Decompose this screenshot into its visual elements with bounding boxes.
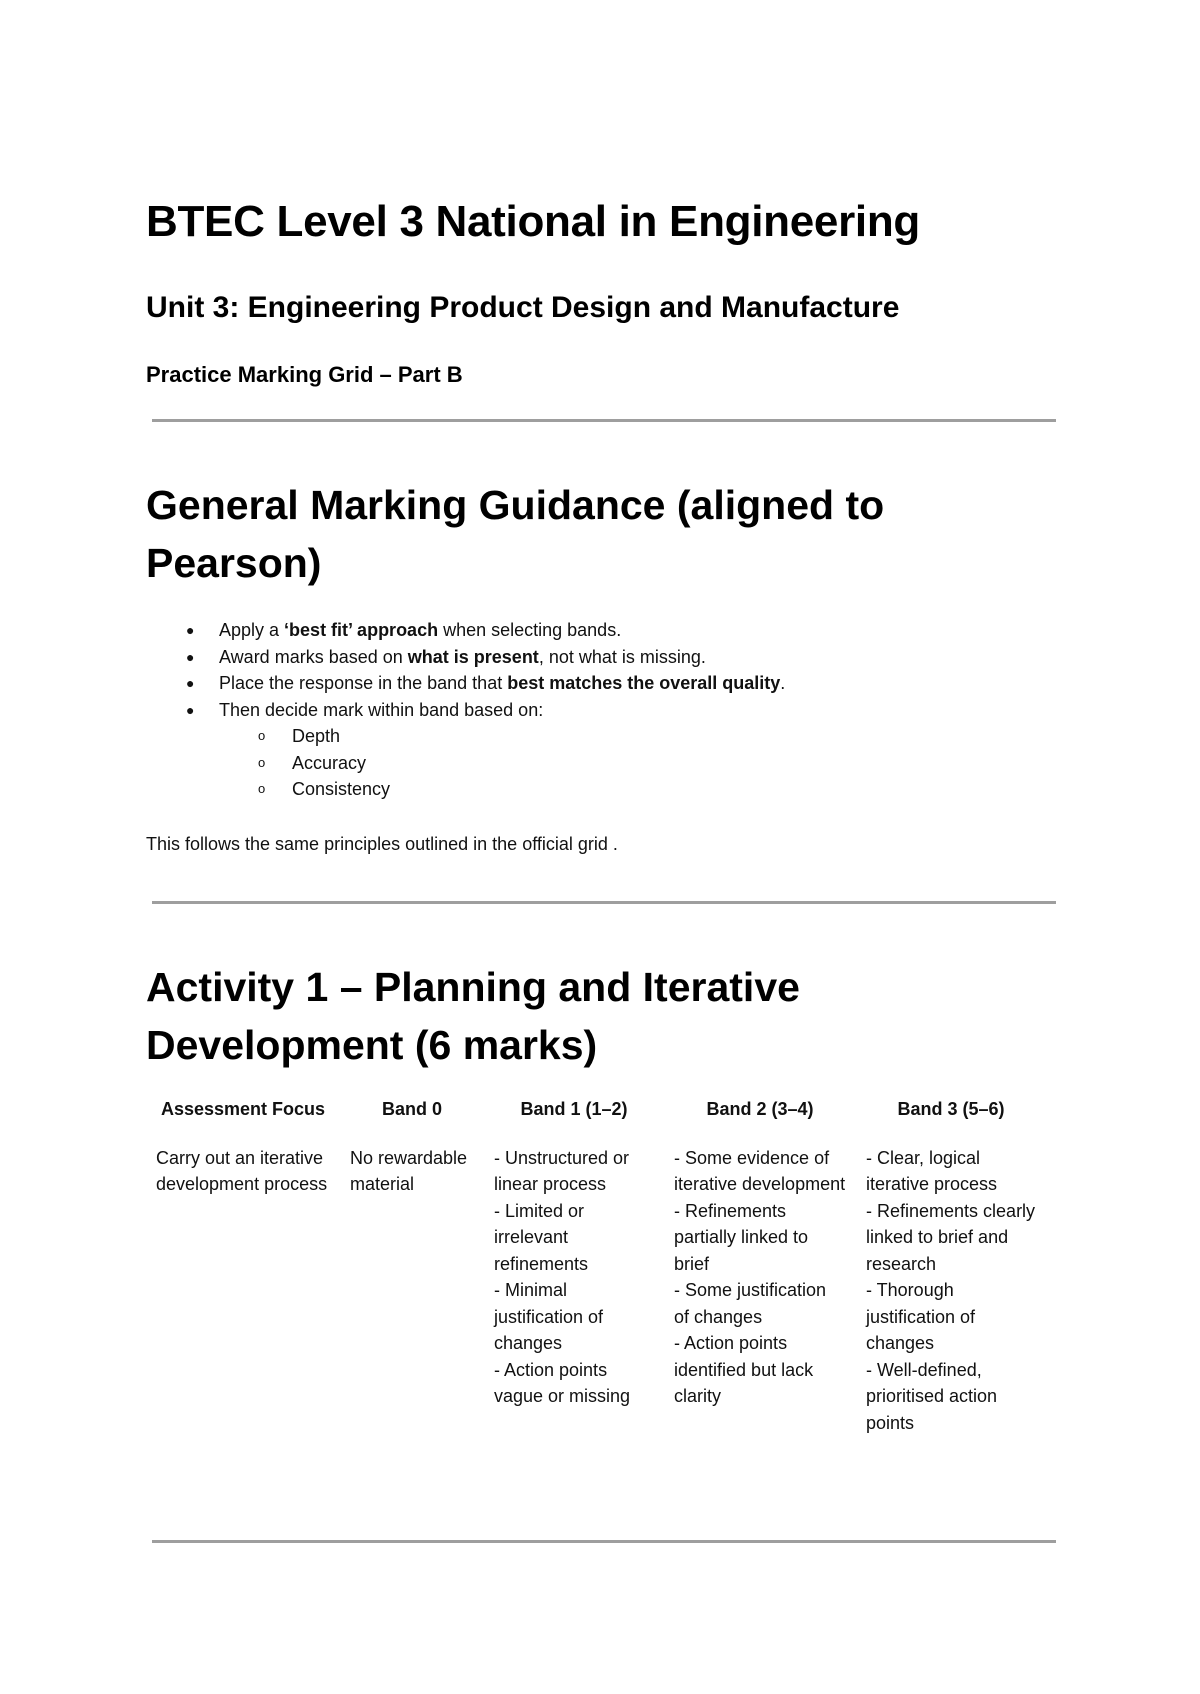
guidance-item (146, 644, 785, 671)
item-text: , not what is missing. (538, 646, 706, 667)
item-text: Place the response in the band that (219, 673, 508, 693)
horizontal-rule (152, 1540, 1056, 1543)
document-title: BTEC Level 3 National in Engineering (146, 197, 921, 246)
item-text: . (780, 673, 786, 693)
guidance-list (146, 617, 785, 803)
horizontal-rule (152, 419, 1056, 422)
item-text: Award marks based on (219, 646, 408, 667)
criterion: - Unstructured or linear process (494, 1147, 630, 1194)
header-band-0: Band 0 (381, 1099, 442, 1119)
document-part-label: Practice Marking Grid – Part B (146, 362, 463, 387)
activity1-heading: Activity 1 – Planning and Iterative Development (6 marks) (146, 964, 800, 1068)
guidance-subitem (146, 723, 785, 750)
guidance-item (146, 617, 785, 644)
table-row (146, 1145, 1046, 1437)
guidance-subitem (146, 776, 785, 803)
criterion: - Clear, logical iterative process (866, 1147, 998, 1194)
cell-assessment-focus: Carry out an iterative development process (156, 1147, 328, 1194)
guidance-footnote: This follows the same principles outlined in the official grid . (146, 834, 618, 854)
circle-bullet-icon: o (258, 754, 266, 770)
item-emphasis: best matches the overall quality (507, 673, 781, 693)
horizontal-rule (152, 901, 1056, 904)
header-band-1: Band 1 (1–2) (520, 1099, 628, 1119)
subitem-text: Depth (292, 726, 341, 746)
bullet-icon: ● (186, 622, 195, 638)
criterion: - Some justification of changes (674, 1280, 827, 1327)
item-text: when selecting bands. (438, 620, 622, 640)
bullet-icon: ● (186, 675, 195, 691)
subitem-text: Accuracy (292, 752, 367, 773)
criterion: - Minimal justification of changes (494, 1280, 604, 1353)
criterion: - Action points identified but lack clarity (674, 1333, 814, 1406)
subitem-text: Consistency (292, 779, 391, 799)
guidance-heading: General Marking Guidance (aligned to Pearson) (146, 482, 885, 586)
criterion: - Action points vague or missing (494, 1359, 631, 1406)
cell-band-0: No rewardable material (350, 1147, 468, 1194)
bullet-icon: ● (186, 701, 195, 718)
guidance-subitem (146, 750, 785, 777)
table-header-row (146, 1096, 1046, 1145)
circle-bullet-icon: o (258, 728, 266, 743)
item-emphasis: ‘best fit’ approach (284, 620, 439, 640)
cell-band-3 (856, 1145, 1046, 1437)
item-text: Then decide mark within band based on: (219, 699, 544, 720)
criterion: - Refinements partially linked to brief (674, 1200, 809, 1274)
criterion: - Thorough justification of changes (866, 1280, 976, 1353)
header-assessment-focus: Assessment Focus (160, 1099, 326, 1119)
criterion: - Some evidence of iterative development (674, 1147, 846, 1194)
header-band-3: Band 3 (5–6) (897, 1099, 1005, 1119)
document-subtitle: Unit 3: Engineering Product Design and Manufacture (146, 291, 900, 324)
item-emphasis: what is present (407, 646, 539, 667)
bullet-icon: ● (186, 648, 195, 665)
header-band-2: Band 2 (3–4) (706, 1099, 814, 1119)
guidance-item (146, 697, 785, 724)
cell-band-1 (484, 1145, 664, 1437)
marking-grid-table (146, 1096, 1046, 1436)
criterion: - Refinements clearly linked to brief and research (866, 1200, 1036, 1274)
cell-band-2 (664, 1145, 856, 1437)
item-text: Apply a (219, 620, 285, 640)
guidance-item (146, 670, 785, 697)
criterion: - Limited or irrelevant refinements (494, 1200, 589, 1274)
criterion: - Well-defined, prioritised action points (866, 1359, 998, 1433)
circle-bullet-icon: o (258, 781, 266, 796)
